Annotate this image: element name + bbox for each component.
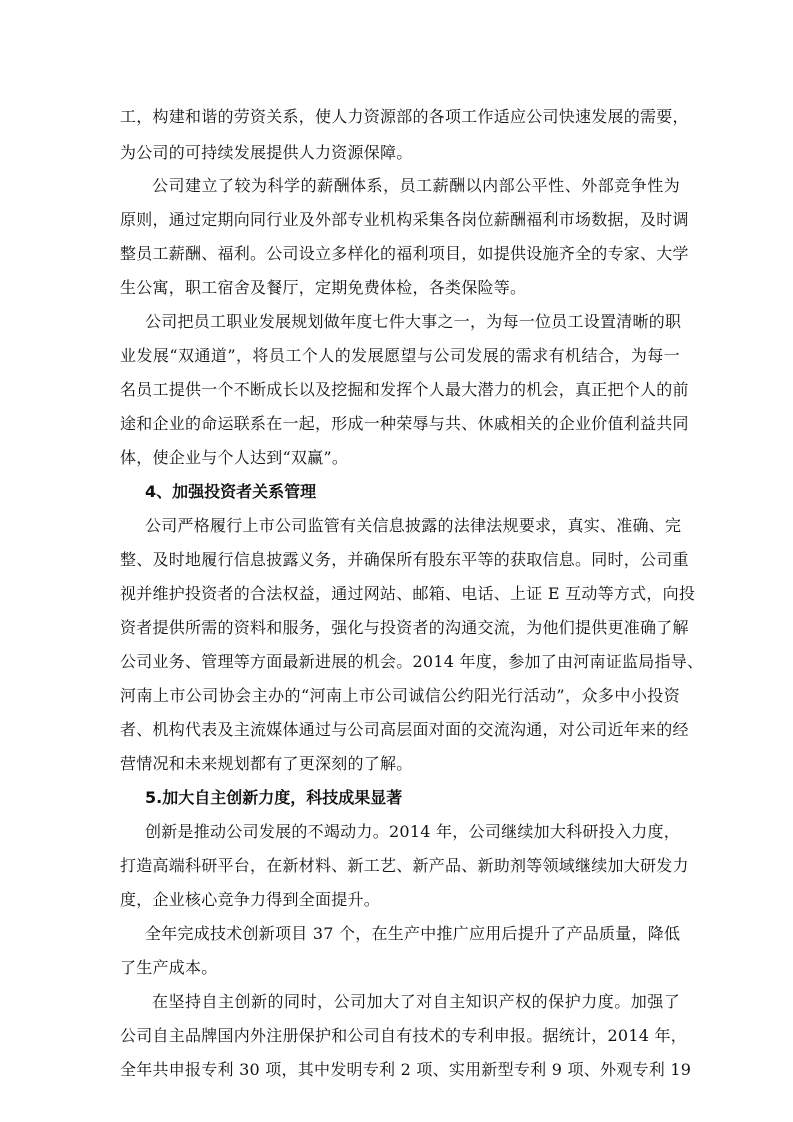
paragraph-line: 名员工提供一个不断成长以及挖掘和发挥个人最大潜力的机会，真正把个人的前 <box>120 380 689 399</box>
paragraph-line: 公司自主品牌国内外注册保护和公司自有技术的专利申报。据统计，2014 年， <box>120 1026 688 1045</box>
paragraph-line: 公司严格履行上市公司监管有关信息披露的法律法规要求，真实、准确、完 <box>145 516 682 535</box>
paragraph-line: 营情况和未来规划都有了更深刻的了解。 <box>120 754 413 773</box>
paragraph-line: 者、机构代表及主流媒体通过与公司高层面对面的交流沟通，对公司近年来的经 <box>120 720 689 739</box>
paragraph-line: 度，企业核心竞争力得到全面提升。 <box>120 890 381 909</box>
paragraph-line: 原则，通过定期向同行业及外部专业机构采集各岗位薪酬福利市场数据，及时调 <box>120 210 689 229</box>
section-heading: 5.加大自主创新力度，科技成果显著 <box>145 788 403 807</box>
paragraph-line: 业发展“双通道”，将员工个人的发展愿望与公司发展的需求有机结合，为每一 <box>120 346 680 365</box>
paragraph-line: 全年完成技术创新项目 37 个，在生产中推广应用后提升了产品质量，降低 <box>145 924 681 943</box>
paragraph-line: 公司业务、管理等方面最新进展的机会。2014 年度，参加了由河南证监局指导、 <box>120 652 704 671</box>
paragraph-line: 视并维护投资者的合法权益，通过网站、邮箱、电话、上证 E 互动等方式，向投 <box>120 584 696 603</box>
paragraph-line: 整、及时地履行信息披露义务，并确保所有股东平等的获取信息。同时，公司重 <box>120 550 689 569</box>
paragraph-line: 全年共申报专利 30 项，其中发明专利 2 项、实用新型专利 9 项、外观专利 19 <box>120 1060 692 1079</box>
paragraph-line: 在坚持自主创新的同时，公司加大了对自主知识产权的保护力度。加强了 <box>152 992 680 1011</box>
paragraph-line: 创新是推动公司发展的不竭动力。2014 年，公司继续加大科研投入力度， <box>145 822 680 841</box>
paragraph-line: 工，构建和谐的劳资关系，使人力资源部的各项工作适应公司快速发展的需要， <box>120 107 689 126</box>
paragraph-line: 打造高端科研平台，在新材料、新工艺、新产品、新助剂等领域继续加大研发力 <box>120 856 689 875</box>
paragraph-line: 体，使企业与个人达到“双赢”。 <box>120 448 349 467</box>
paragraph-line: 整员工薪酬、福利。公司设立多样化的福利项目，如提供设施齐全的专家、大学 <box>120 244 689 263</box>
paragraph-line: 途和企业的命运联系在一起，形成一种荣辱与共、休戚相关的企业价值利益共同 <box>120 414 689 433</box>
paragraph-line: 为公司的可持续发展提供人力资源保障。 <box>120 143 413 162</box>
paragraph-line: 生公寓，职工宿舍及餐厅，定期免费体检，各类保险等。 <box>120 278 527 297</box>
paragraph-line: 河南上市公司协会主办的“河南上市公司诚信公约阳光行活动”，众多中小投资 <box>120 686 680 705</box>
paragraph-line: 资者提供所需的资料和服务，强化与投资者的沟通交流，为他们提供更准确了解 <box>120 618 689 637</box>
paragraph-line: 了生产成本。 <box>120 958 218 977</box>
paragraph-line: 公司把员工职业发展规划做年度七件大事之一，为每一位员工设置清晰的职 <box>145 312 682 331</box>
paragraph-line: 公司建立了较为科学的薪酬体系，员工薪酬以内部公平性、外部竞争性为 <box>152 176 680 195</box>
section-heading: 4、加强投资者关系管理 <box>145 482 317 501</box>
